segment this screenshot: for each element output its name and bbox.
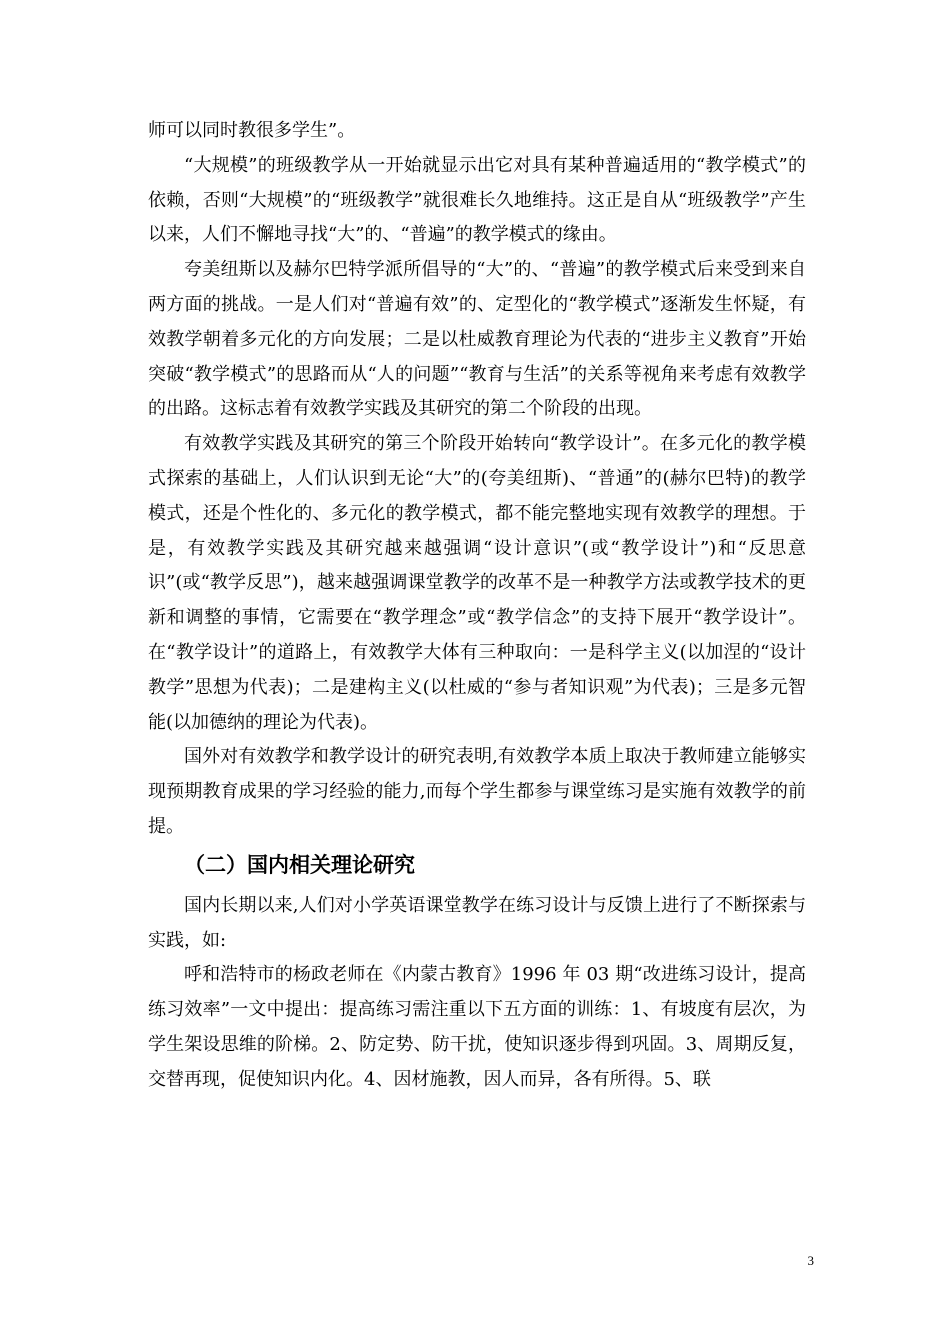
paragraph-large-scale-teaching: “大规模”的班级教学从一开始就显示出它对具有某种普遍适用的“教学模式”的依赖，否则“大规模”的“班级教学”就很难长久地维持。这正是自从“班级教学”产生以来，人们不懈地寻找“大”的、“普遍”的教学模式的缘由。: [148, 154, 806, 246]
paragraph-domestic-research: 国内长期以来,人们对小学英语课堂教学在练习设计与反馈上进行了不断探索与实践，如:: [148, 894, 806, 951]
page-number: 3: [807, 1253, 814, 1268]
paragraph-yang-zheng: 呼和浩特市的杨政老师在《内蒙古教育》1996 年 03 期“改进练习设计，提高练习效率”一文中提出：提高练习需注重以下五方面的训练：1、有坡度有层次，为学生架设思维的阶梯。2、防定势、防干扰，使知识逐步得到巩固。3、周期反复，交替再现，促使知识内化。4、因材施教，因人而异，各有所得。5、联: [148, 964, 806, 1090]
paragraph-foreign-research: 国外对有效教学和教学设计的研究表明,有效教学本质上取决于教师建立能够实现预期教育成果的学习经验的能力,而每个学生都参与课堂练习是实施有效教学的前提。: [148, 746, 806, 837]
page-body: [148, 114, 806, 1098]
paragraph-second-stage: 夸美纽斯以及赫尔巴特学派所倡导的“大”的、“普遍”的教学模式后来受到来自两方面的挑战。一是人们对“普遍有效”的、定型化的“教学模式”逐渐发生怀疑，有效教学朝着多元化的方向发展；二是以杜威教育理论为代表的“进步主义教育”开始突破“教学模式”的思路而从“人的问题”“教育与生活”的关系等视角来考虑有效教学的出路。这标志着有效教学实践及其研究的第二个阶段的出现。: [148, 259, 806, 420]
paragraph-continuation: 师可以同时教很多学生”。: [148, 120, 356, 141]
paragraph-third-stage: 有效教学实践及其研究的第三个阶段开始转向“教学设计”。在多元化的教学模式探索的基础上，人们认识到无论“大”的(夸美纽斯)、“普通”的(赫尔巴特)的教学模式，还是个性化的、多元化的教学模式，都不能完整地实现有效教学的理想。于是，有效教学实践及其研究越来越强调“设计意识”(或“教学设计”)和“反思意识”(或“教学反思”)，越来越强调课堂教学的改革不是一种教学方法或教学技术的更新和调整的事情，它需要在“教学理念”或“教学信念”的支持下展开“教学设计”。在“教学设计”的道路上，有效教学大体有三种取向：一是科学主义(以加涅的“设计教学”思想为代表)；二是建构主义(以杜威的“参与者知识观”为代表)；三是多元智能(以加德纳的理论为代表)。: [148, 433, 806, 733]
section-heading: （二）国内相关理论研究: [184, 851, 415, 877]
